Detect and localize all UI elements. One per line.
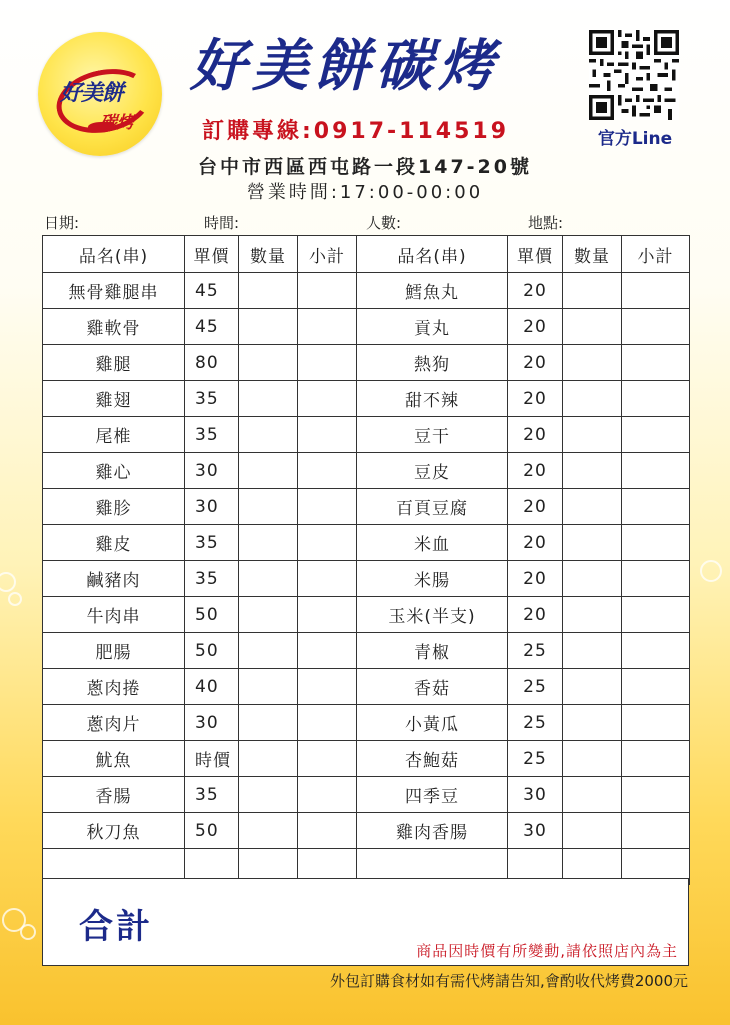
subtotal-cell-left[interactable] <box>298 669 357 705</box>
table-row <box>43 705 690 741</box>
price-note: 商品因時價有所變動,請依照店內為主 <box>416 942 678 960</box>
qty-cell-left[interactable] <box>239 705 298 741</box>
qty-cell-left[interactable] <box>239 381 298 417</box>
item-price-right: 25 <box>508 705 563 741</box>
item-price-left: 40 <box>185 669 239 705</box>
item-price-left: 50 <box>185 597 239 633</box>
order-table <box>42 235 690 885</box>
shop-address: 台中市西區西屯路一段147-20號 <box>198 156 532 178</box>
item-price-right: 20 <box>508 273 563 309</box>
subtotal-cell-right[interactable] <box>622 777 690 813</box>
logo-text-main: 好美餅 <box>60 80 124 106</box>
subtotal-cell-left[interactable] <box>298 705 357 741</box>
item-name-left: 雞軟骨 <box>43 309 185 345</box>
item-price-left: 80 <box>185 345 239 381</box>
item-price-left: 30 <box>185 453 239 489</box>
item-price-right: 25 <box>508 741 563 777</box>
item-price-left: 時價 <box>185 741 239 777</box>
item-price-left: 35 <box>185 381 239 417</box>
subtotal-cell-right[interactable] <box>622 813 690 849</box>
item-price-right: 30 <box>508 813 563 849</box>
item-name-right: 玉米(半支) <box>357 597 508 633</box>
item-name-left: 雞翅 <box>43 381 185 417</box>
total-box <box>42 878 689 966</box>
item-price-right: 20 <box>508 489 563 525</box>
item-name-right: 四季豆 <box>357 777 508 813</box>
qty-cell-right[interactable] <box>563 561 622 597</box>
item-name-left: 雞心 <box>43 453 185 489</box>
subtotal-cell-right[interactable] <box>622 705 690 741</box>
subtotal-cell-right[interactable] <box>622 381 690 417</box>
item-name-left: 魷魚 <box>43 741 185 777</box>
subtotal-cell-left[interactable] <box>298 561 357 597</box>
qty-cell-left[interactable] <box>239 273 298 309</box>
subtotal-cell-left[interactable] <box>298 417 357 453</box>
subtotal-cell-right[interactable] <box>622 525 690 561</box>
qty-cell-right[interactable] <box>563 273 622 309</box>
subtotal-cell-left[interactable] <box>298 633 357 669</box>
subtotal-cell-left[interactable] <box>298 777 357 813</box>
item-price-left: 35 <box>185 525 239 561</box>
qty-cell-left[interactable] <box>239 741 298 777</box>
qr-code[interactable] <box>589 30 679 120</box>
item-price-left: 50 <box>185 813 239 849</box>
subtotal-cell-right[interactable] <box>622 633 690 669</box>
subtotal-cell-right[interactable] <box>622 741 690 777</box>
item-price-right: 25 <box>508 633 563 669</box>
item-price-right: 20 <box>508 453 563 489</box>
qty-cell-right[interactable] <box>563 669 622 705</box>
subtotal-cell-right[interactable] <box>622 597 690 633</box>
header-name: 品名(串) <box>357 236 508 273</box>
subtotal-cell-right[interactable] <box>622 453 690 489</box>
item-price-right: 20 <box>508 309 563 345</box>
people-field-label: 人數: <box>366 214 402 232</box>
total-label: 合計 <box>79 907 153 947</box>
qty-cell-left[interactable] <box>239 669 298 705</box>
qty-cell-right[interactable] <box>563 345 622 381</box>
table-row <box>43 741 690 777</box>
subtotal-cell-left[interactable] <box>298 525 357 561</box>
qr-code-icon <box>589 30 679 120</box>
item-price-left: 50 <box>185 633 239 669</box>
table-row <box>43 381 690 417</box>
item-name-right: 小黃瓜 <box>357 705 508 741</box>
item-name-right: 鱈魚丸 <box>357 273 508 309</box>
qty-cell-left[interactable] <box>239 525 298 561</box>
qty-cell-right[interactable] <box>563 309 622 345</box>
subtotal-cell-right[interactable] <box>622 669 690 705</box>
subtotal-cell-right[interactable] <box>622 273 690 309</box>
item-price-left: 45 <box>185 309 239 345</box>
item-name-right: 豆干 <box>357 417 508 453</box>
business-hours: 營業時間:17:00-00:00 <box>246 182 484 203</box>
subtotal-cell-left[interactable] <box>298 309 357 345</box>
item-price-right: 20 <box>508 345 563 381</box>
item-price-left: 35 <box>185 777 239 813</box>
subtotal-cell-left[interactable] <box>298 381 357 417</box>
item-name-left: 牛肉串 <box>43 597 185 633</box>
decor-bubble <box>700 560 722 582</box>
header-qty: 數量 <box>563 236 622 273</box>
qty-cell-right[interactable] <box>563 381 622 417</box>
subtotal-cell-left[interactable] <box>298 273 357 309</box>
header-subtotal: 小計 <box>622 236 690 273</box>
item-name-right: 雞肉香腸 <box>357 813 508 849</box>
item-price-left: 30 <box>185 489 239 525</box>
item-price-right: 30 <box>508 777 563 813</box>
date-field-label: 日期: <box>44 214 80 232</box>
table-row <box>43 273 690 309</box>
qty-cell-right[interactable] <box>563 489 622 525</box>
brand-logo <box>38 32 162 156</box>
item-price-right: 20 <box>508 597 563 633</box>
place-field-label: 地點: <box>528 214 564 232</box>
table-row <box>43 453 690 489</box>
table-row <box>43 633 690 669</box>
item-name-left: 肥腸 <box>43 633 185 669</box>
item-name-left: 雞胗 <box>43 489 185 525</box>
table-header-row <box>43 236 690 273</box>
item-name-left: 無骨雞腿串 <box>43 273 185 309</box>
qty-cell-right[interactable] <box>563 705 622 741</box>
item-price-right: 20 <box>508 417 563 453</box>
table-row <box>43 597 690 633</box>
table-row <box>43 669 690 705</box>
header-price: 單價 <box>185 236 239 273</box>
table-row <box>43 489 690 525</box>
qty-cell-left[interactable] <box>239 453 298 489</box>
subtotal-cell-right[interactable] <box>622 417 690 453</box>
item-price-left: 35 <box>185 417 239 453</box>
qty-cell-left[interactable] <box>239 345 298 381</box>
table-row <box>43 417 690 453</box>
item-price-left: 35 <box>185 561 239 597</box>
item-name-right: 百頁豆腐 <box>357 489 508 525</box>
item-price-right: 20 <box>508 381 563 417</box>
item-price-right: 20 <box>508 561 563 597</box>
qty-cell-left[interactable] <box>239 813 298 849</box>
subtotal-cell-left[interactable] <box>298 489 357 525</box>
subtotal-cell-left[interactable] <box>298 741 357 777</box>
decor-bubble <box>8 592 22 606</box>
item-price-right: 20 <box>508 525 563 561</box>
item-name-left: 秋刀魚 <box>43 813 185 849</box>
qr-label: 官方Line <box>597 129 673 149</box>
table-row <box>43 813 690 849</box>
item-price-left: 45 <box>185 273 239 309</box>
header-qty: 數量 <box>239 236 298 273</box>
header-subtotal: 小計 <box>298 236 357 273</box>
subtotal-cell-right[interactable] <box>622 561 690 597</box>
qty-cell-right[interactable] <box>563 453 622 489</box>
subtotal-cell-right[interactable] <box>622 345 690 381</box>
qty-cell-right[interactable] <box>563 777 622 813</box>
item-name-right: 貢丸 <box>357 309 508 345</box>
item-name-left: 蔥肉片 <box>43 705 185 741</box>
item-name-left: 尾椎 <box>43 417 185 453</box>
item-name-left: 香腸 <box>43 777 185 813</box>
decor-bubble <box>0 572 16 592</box>
shop-title: 好美餅碳烤 <box>190 33 500 99</box>
subtotal-cell-left[interactable] <box>298 345 357 381</box>
item-price-left: 30 <box>185 705 239 741</box>
item-name-right: 熱狗 <box>357 345 508 381</box>
qty-cell-right[interactable] <box>563 813 622 849</box>
item-name-right: 豆皮 <box>357 453 508 489</box>
item-name-right: 米腸 <box>357 561 508 597</box>
table-row <box>43 309 690 345</box>
qty-cell-right[interactable] <box>563 633 622 669</box>
qty-cell-left[interactable] <box>239 777 298 813</box>
qty-cell-left[interactable] <box>239 417 298 453</box>
item-name-right: 香菇 <box>357 669 508 705</box>
qty-cell-left[interactable] <box>239 597 298 633</box>
subtotal-cell-right[interactable] <box>622 309 690 345</box>
footnote: 外包訂購食材如有需代烤請告知,會酌收代烤費2000元 <box>330 972 688 990</box>
decor-bubble <box>20 924 36 940</box>
qty-cell-right[interactable] <box>563 741 622 777</box>
table-row <box>43 777 690 813</box>
qty-cell-right[interactable] <box>563 525 622 561</box>
table-row <box>43 345 690 381</box>
header-price: 單價 <box>508 236 563 273</box>
item-name-right: 米血 <box>357 525 508 561</box>
time-field-label: 時間: <box>204 214 240 232</box>
qty-cell-left[interactable] <box>239 633 298 669</box>
header-name: 品名(串) <box>43 236 185 273</box>
subtotal-cell-left[interactable] <box>298 453 357 489</box>
qty-cell-left[interactable] <box>239 561 298 597</box>
item-name-right: 青椒 <box>357 633 508 669</box>
table-row <box>43 561 690 597</box>
item-name-right: 甜不辣 <box>357 381 508 417</box>
logo-text-sub: 碳烤 <box>100 113 134 133</box>
subtotal-cell-right[interactable] <box>622 489 690 525</box>
qty-cell-right[interactable] <box>563 417 622 453</box>
subtotal-cell-left[interactable] <box>298 597 357 633</box>
item-name-left: 蔥肉捲 <box>43 669 185 705</box>
qty-cell-right[interactable] <box>563 597 622 633</box>
subtotal-cell-left[interactable] <box>298 813 357 849</box>
item-name-left: 鹹豬肉 <box>43 561 185 597</box>
qty-cell-left[interactable] <box>239 309 298 345</box>
qty-cell-left[interactable] <box>239 489 298 525</box>
item-price-right: 25 <box>508 669 563 705</box>
item-name-left: 雞皮 <box>43 525 185 561</box>
item-name-right: 杏鮑菇 <box>357 741 508 777</box>
table-row <box>43 525 690 561</box>
order-hotline: 訂購專線:0917-114519 <box>202 119 510 144</box>
item-name-left: 雞腿 <box>43 345 185 381</box>
